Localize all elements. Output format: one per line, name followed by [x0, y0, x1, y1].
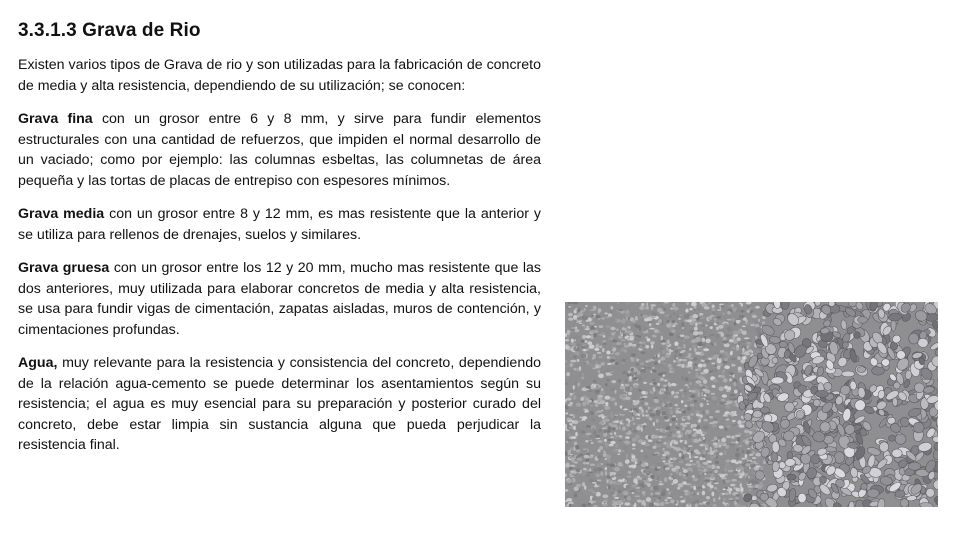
- grava-media-text: con un grosor entre 8 y 12 mm, es mas resistente que la anterior y se utiliza para rellenos de drenajes, suelos y similares.: [18, 206, 541, 243]
- grava-gruesa-text: con un grosor entre los 12 y 20 mm, mucho mas resistente que las dos anteriores, muy utilizada para elaborar concretos de media y alta resistencia, se usa para fundir vigas de cimentación, zapatas aisladas, muros de contención, y cimentaciones profundas.: [18, 260, 542, 338]
- section-title: 3.3.1.3 Grava de Rio: [18, 20, 201, 41]
- grava-fina-paragraph: [18, 109, 541, 191]
- agua-paragraph: [18, 353, 541, 456]
- grava-gruesa-paragraph: [18, 258, 541, 340]
- intro-paragraph: [18, 55, 541, 96]
- body-text: [18, 55, 541, 469]
- intro-text: Existen varios tipos de Grava de rio y son utilizadas para la fabricación de concreto de media y alta resistencia, dependiendo de su utilización; se conocen:: [18, 57, 541, 94]
- agua-term: Agua,: [18, 355, 58, 371]
- grava-media-term: Grava media: [18, 206, 105, 222]
- gravel-photo: [565, 302, 938, 507]
- grava-fina-text: con un grosor entre 6 y 8 mm, y sirve para fundir elementos estructurales con una cantidad de refuerzos, que impiden el normal desarrollo de un vaciado; como por ejemplo: las columnas esbeltas, las columnetas de área pequeña y las tortas de placas de entrepiso con espesores mínimos.: [18, 111, 541, 189]
- grava-media-paragraph: [18, 204, 541, 245]
- grava-gruesa-term: Grava gruesa: [18, 260, 110, 276]
- grava-fina-term: Grava fina: [18, 111, 93, 127]
- gravel-image: [565, 302, 938, 507]
- agua-text: muy relevante para la resistencia y consistencia del concreto, dependiendo de la relación agua-cemento se puede determinar los asentamientos según su resistencia; el agua es muy esencial para su preparación y posterior curado del concreto, debe estar limpia sin sustancia alguna que pueda perjudicar la resistencia final.: [18, 355, 541, 453]
